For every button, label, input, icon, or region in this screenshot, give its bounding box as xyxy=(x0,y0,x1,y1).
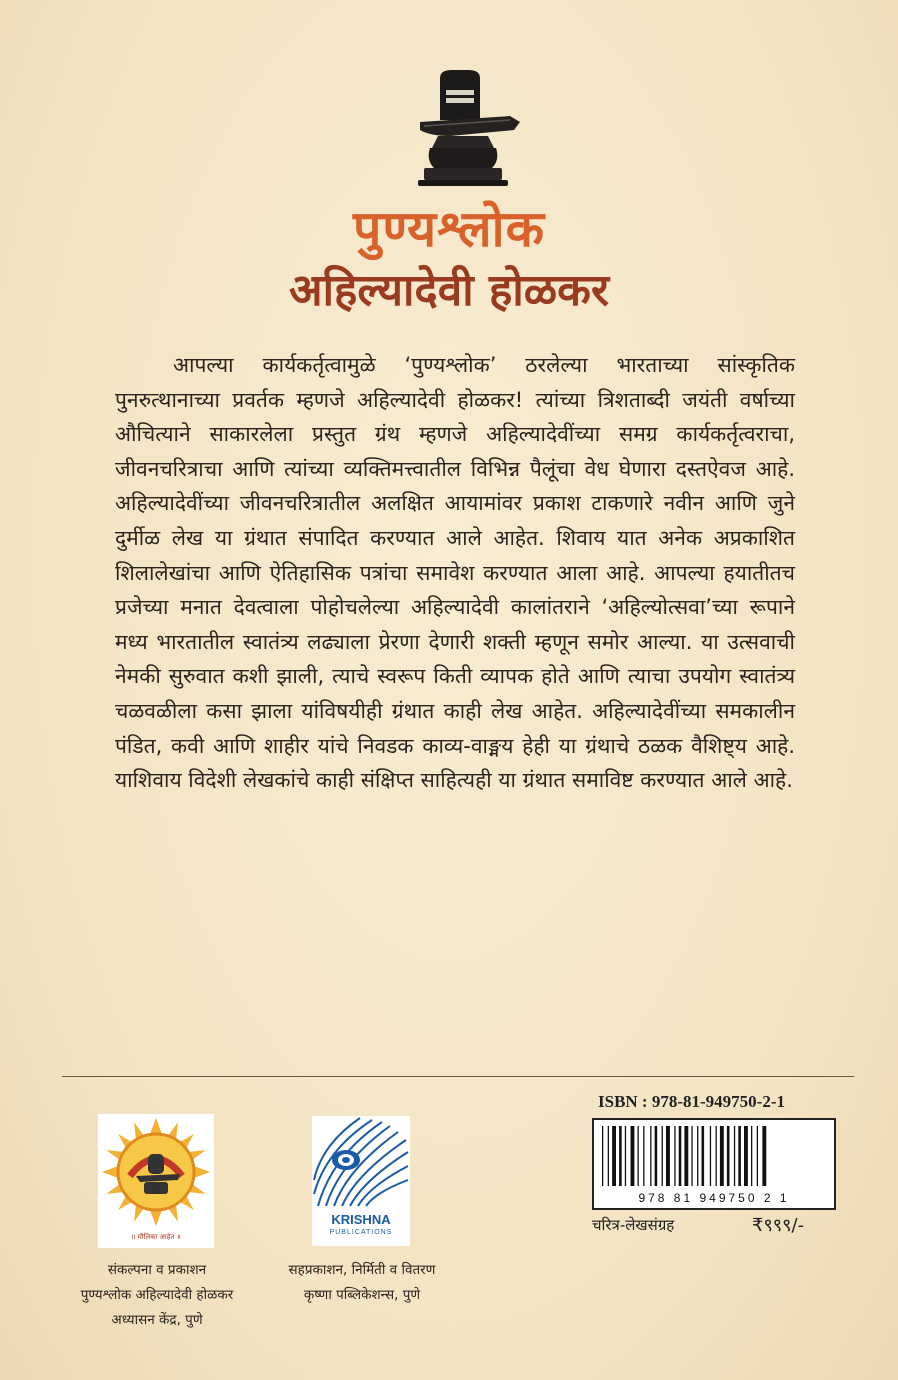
barcode-bar xyxy=(751,1126,752,1186)
barcode-bar xyxy=(650,1126,651,1186)
book-title xyxy=(0,200,898,318)
title-line-2: अहिल्यादेवी होळकर xyxy=(289,265,609,316)
publisher-right xyxy=(262,1258,462,1308)
title-line-1: पुण्यश्लोक xyxy=(353,200,545,258)
ahilyadevi-logo-icon xyxy=(98,1114,214,1234)
barcode-bar xyxy=(720,1126,724,1186)
barcode-bar xyxy=(710,1126,711,1186)
barcode-bar xyxy=(643,1126,644,1186)
genre-label: चरित्र-लेखसंग्रह xyxy=(592,1216,675,1234)
divider xyxy=(62,1076,854,1077)
barcode-bar xyxy=(638,1126,639,1186)
price-label: ₹९९९/- xyxy=(752,1215,805,1236)
publisher-left-line1: संकल्पना व प्रकाशन xyxy=(107,1262,207,1278)
barcode-bar xyxy=(727,1126,730,1186)
isbn-label: ISBN : 978-81-949750-2-1 xyxy=(598,1092,785,1111)
blurb-paragraph: आपल्या कार्यकर्तृत्वामुळे ‘पुण्यश्लोक’ ठरलेल्या भारताच्या सांस्कृतिक पुनरुत्थानाच्या प्रवर्तक म्हणजे अहिल्यादेवी होळकर! त्यांच्या त्रिशताब्दी जयंती वर्षाच्या औचित्याने साकारलेला प्रस्तुत ग्रंथ म्हणजे अहिल्यादेवींच्या समग्र कार्यकर्तृत्वराचा, जीवनचरित्राचा आणि त्यांच्या व्यक्तिमत्त्वातील विभिन्न पैलूंचा वेध घेणारा दस्तऐवज आहे. अहिल्यादेवींच्या जीवनचरित्रातील अलक्षित आयामांवर प्रकाश टाकणारे नवीन आणि जुने दुर्मीळ लेख या ग्रंथात संपादित करण्यात आले आहेत. शिवाय यात अनेक अप्रकाशित शिलालेखांचा आणि ऐतिहासिक पत्रांचा समावेश करण्यात आला आहे. आपल्या हयातीतच प्रजेच्या मनात देवत्वाला पोहोचलेल्या अहिल्यादेवी कालांतराने ‘अहिल्योत्सवा’च्या रूपाने मध्य भारतातील स्वातंत्र्य लढ्याला प्रेरणा देणारी शक्ती म्हणून समोर आल्या. या उत्सवाची नेमकी सुरुवात कशी झाली, त्याचे स्वरूप किती व्यापक होते आणि त्याचा उपयोग स्वातंत्र्य चळवळीला कसा झाला यांविषयीही ग्रंथात काही लेख आहेत. अहिल्यादेवींच्या समकालीन पंडित, कवी आणि शाहीर यांचे निवडक काव्य-वाङ्मय हेही या ग्रंथाचे ठळक वैशिष्ट्य आहे. याशिवाय विदेशी लेखकांचे काही संक्षिप्त साहित्यही या ग्रंथात समाविष्ट करण्यात आले आहे. xyxy=(115,353,795,793)
barcode-bar xyxy=(702,1126,705,1186)
publisher-left xyxy=(52,1258,262,1333)
barcode-bar xyxy=(757,1126,758,1186)
barcode-bar xyxy=(602,1126,603,1186)
barcode xyxy=(592,1118,836,1210)
barcode-bar xyxy=(697,1126,698,1186)
shivling-icon xyxy=(410,70,520,188)
barcode-bar xyxy=(631,1126,635,1186)
barcode-bar xyxy=(684,1126,688,1186)
barcode-bar xyxy=(674,1126,675,1186)
barcode-bar xyxy=(762,1126,766,1186)
barcode-bar xyxy=(744,1126,748,1186)
publisher-right-line2: कृष्णा पब्लिकेशन्स, पुणे xyxy=(303,1287,421,1303)
peacock-feather-icon xyxy=(312,1116,410,1208)
barcode-bar xyxy=(716,1126,717,1186)
krishna-logo-name: KRISHNA xyxy=(331,1212,391,1227)
barcode-bar xyxy=(666,1126,670,1186)
logo-tagline: ॥ मौलिका आहेत ॥ xyxy=(131,1233,181,1241)
barcode-bar xyxy=(655,1126,658,1186)
publisher-left-line3: अध्यासन केंद्र, पुणे xyxy=(111,1312,203,1328)
barcode-bar xyxy=(608,1126,609,1186)
barcode-bar xyxy=(679,1126,682,1186)
barcode-bar xyxy=(738,1126,741,1186)
barcode-bar xyxy=(691,1126,692,1186)
barcode-bar xyxy=(612,1126,616,1186)
barcode-bar xyxy=(734,1126,735,1186)
krishna-publications-logo xyxy=(312,1116,410,1246)
krishna-logo-sub: PUBLICATIONS xyxy=(329,1229,393,1236)
barcode-bar xyxy=(662,1126,663,1186)
barcode-bar xyxy=(625,1126,626,1186)
publisher-right-line1: सहप्रकाशन, निर्मिती व वितरण xyxy=(288,1262,436,1278)
publisher-left-line2: पुण्यश्लोक अहिल्यादेवी होळकर xyxy=(80,1287,234,1303)
ahilyadevi-center-logo xyxy=(98,1114,214,1248)
barcode-bars xyxy=(602,1126,824,1186)
barcode-bar xyxy=(619,1126,622,1186)
barcode-number: 978 81 949750 2 1 xyxy=(638,1191,790,1205)
